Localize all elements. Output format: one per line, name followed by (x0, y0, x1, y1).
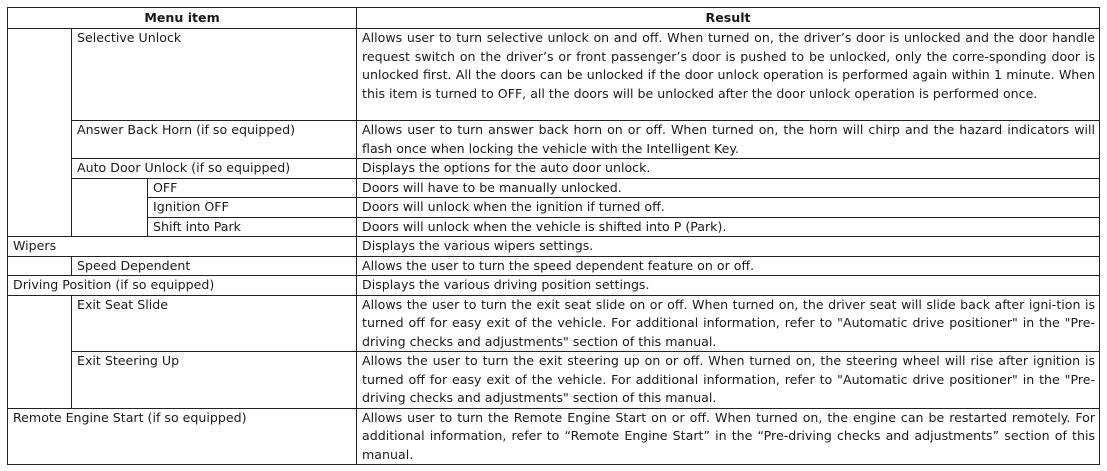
indent-spacer-cell (72, 178, 148, 237)
header-menu-item: Menu item (8, 8, 357, 29)
menu-cell-exit-steering-up: Exit Steering Up (72, 352, 357, 409)
result-cell-shift-into-park: Doors will unlock when the vehicle is shifted into P (Park). (357, 217, 1100, 237)
result-cell-ignition-off: Doors will unlock when the ignition if turned off. (357, 198, 1100, 218)
result-cell-answer-back-horn: Allows user to turn answer back horn on or off. When turned on, the horn will chirp and the hazard indicators will flash once when locking the vehicle with the Intelligent Key. (357, 121, 1100, 159)
result-cell-auto-door-unlock: Displays the options for the auto door unlock. (357, 159, 1100, 179)
indent-spacer-cell (8, 256, 72, 276)
result-cell-speed-dependent: Allows the user to turn the speed dependent feature on or off. (357, 256, 1100, 276)
menu-cell-speed-dependent: Speed Dependent (72, 256, 357, 276)
table-row (8, 276, 1100, 296)
table-row (8, 408, 1100, 465)
menu-cell-shift-into-park: Shift into Park (148, 217, 357, 237)
result-cell-driving-position: Displays the various driving position settings. (357, 276, 1100, 296)
indent-spacer-cell (8, 29, 72, 237)
table-row (8, 256, 1100, 276)
menu-cell-remote-engine-start: Remote Engine Start (if so equipped) (8, 408, 357, 465)
table-row (8, 159, 1100, 179)
menu-settings-table (7, 7, 1100, 465)
menu-cell-driving-position: Driving Position (if so equipped) (8, 276, 357, 296)
table-row (8, 29, 1100, 121)
settings-table-container (7, 7, 1100, 465)
table-row (8, 217, 1100, 237)
table-row (8, 198, 1100, 218)
table-row (8, 178, 1100, 198)
table-row (8, 352, 1100, 409)
menu-cell-ignition-off: Ignition OFF (148, 198, 357, 218)
result-cell-exit-seat-slide: Allows the user to turn the exit seat slide on or off. When turned on, the driver seat will slide back after igni-tion is turned off for easy exit of the vehicle. For additional information, refer to "Automatic drive positioner" in the "Pre-driving checks and adjustments" section of this manual. (357, 295, 1100, 352)
table-header-row (8, 8, 1100, 29)
menu-cell-auto-door-unlock: Auto Door Unlock (if so equipped) (72, 159, 357, 179)
result-cell-off: Doors will have to be manually unlocked. (357, 178, 1100, 198)
result-cell-wipers: Displays the various wipers settings. (357, 237, 1100, 257)
table-row (8, 295, 1100, 352)
menu-cell-exit-seat-slide: Exit Seat Slide (72, 295, 357, 352)
indent-spacer-cell (8, 295, 72, 408)
table-row (8, 237, 1100, 257)
result-cell-exit-steering-up: Allows the user to turn the exit steering up on or off. When turned on, the steering wheel will rise after ignition is turned off for easy exit of the vehicle. For additional information, refer to "Automatic drive positioner" in the "Pre-driving checks and adjustments" section of this manual. (357, 352, 1100, 409)
menu-cell-wipers: Wipers (8, 237, 357, 257)
menu-cell-off: OFF (148, 178, 357, 198)
result-cell-selective-unlock: Allows user to turn selective unlock on and off. When turned on, the driver’s door is unlocked and the door handle request switch on the driver’s or front passenger’s door is pushed to be unlocked, only the corre-sponding door is unlocked first. All the doors can be unlocked if the door unlock operation is performed again within 1 minute. When this item is turned to OFF, all the doors will be unlocked after the door unlock operation is performed once. (357, 29, 1100, 121)
header-result: Result (357, 8, 1100, 29)
menu-cell-answer-back-horn: Answer Back Horn (if so equipped) (72, 121, 357, 159)
menu-cell-selective-unlock: Selective Unlock (72, 29, 357, 121)
result-cell-remote-engine-start: Allows user to turn the Remote Engine Start on or off. When turned on, the engine can be restarted remotely. For additional information, refer to “Remote Engine Start” in the “Pre-driving checks and adjustments” section of this manual. (357, 408, 1100, 465)
table-row (8, 121, 1100, 159)
